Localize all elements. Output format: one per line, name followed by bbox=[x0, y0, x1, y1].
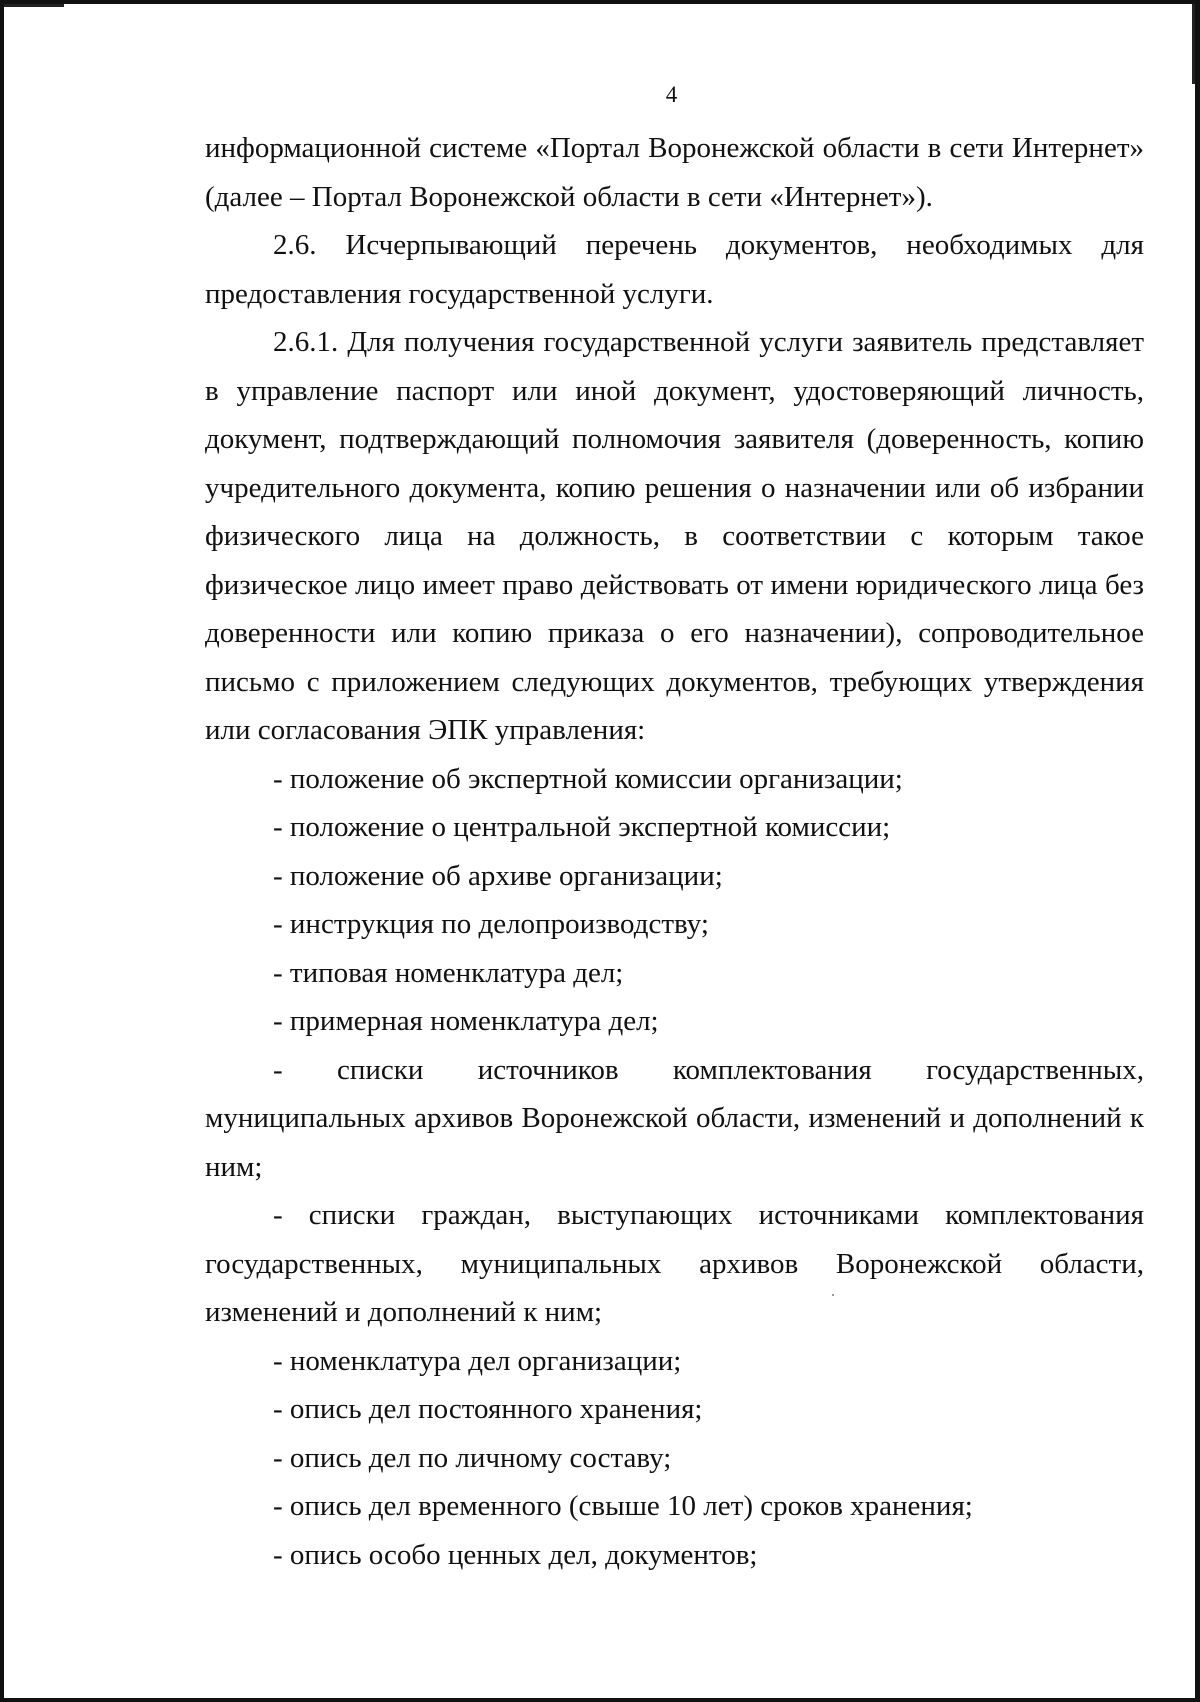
list-item: - примерная номенклатура дел; bbox=[273, 1005, 659, 1037]
list-item: - типовая номенклатура дел; bbox=[273, 956, 624, 989]
page-number: 4 bbox=[665, 82, 678, 107]
document-body bbox=[205, 124, 1144, 1579]
paragraph-2-6: 2.6. Исчерпывающий перечень документов, необходимых для предоставления государственной услуги. bbox=[205, 229, 1144, 310]
paragraph-2-6-1: 2.6.1. Для получения государственной услуги заявитель представляет в управление паспорт или иной документ, удостоверяющий личность, документ, подтверждающий полномочия заявителя (доверенность, копию учредительного документа, копию решения о назначении или об избрании физического лица на должность, в соответствии с которым такое физическое лицо имеет право действовать от имени юридического лица без доверенности или копию приказа о его назначении), сопроводительное письмо с приложением следующих документов, требующих утверждения или согласования ЭПК управления: bbox=[205, 326, 1144, 746]
list-item: - опись дел постоянного хранения; bbox=[273, 1393, 703, 1425]
list-item: - номенклатура дел организации; bbox=[273, 1344, 682, 1377]
paragraph-continuation: информационной системе «Портал Воронежской области в сети Интернет» (далее – Портал Воронежской области в сети «Интернет»). bbox=[205, 132, 1144, 213]
list-item-long-first-line: - списки источников комплектования государственных, bbox=[273, 1053, 1144, 1086]
list-item: - положение об архиве организации; bbox=[273, 859, 723, 892]
scan-edge-mark bbox=[4, 4, 64, 7]
list-item-long-first-line: - списки граждан, выступающих источниками комплектования bbox=[273, 1199, 1144, 1231]
list-item: - положение о центральной экспертной комиссии; bbox=[273, 811, 891, 843]
list-item: - положение об экспертной комиссии организации; bbox=[273, 762, 903, 795]
list-item: - инструкция по делопроизводству; bbox=[273, 908, 709, 940]
list-item-long bbox=[205, 1191, 1144, 1337]
list-item-long-rest: государственных, муниципальных архивов Воронежской области, изменений и дополнений к ним; bbox=[205, 1247, 1144, 1328]
list-item: - опись особо ценных дел, документов; bbox=[273, 1538, 758, 1571]
list-item-long bbox=[205, 1046, 1144, 1192]
list-item-long-rest: муниципальных архивов Воронежской области, изменений и дополнений к ним; bbox=[205, 1102, 1144, 1183]
list-item: - опись дел по личному составу; bbox=[273, 1441, 672, 1474]
list-item: - опись дел временного (свыше 10 лет) сроков хранения; bbox=[273, 1490, 973, 1522]
scan-dust-speck bbox=[832, 1294, 834, 1296]
scan-edge-mark bbox=[1192, 4, 1195, 84]
